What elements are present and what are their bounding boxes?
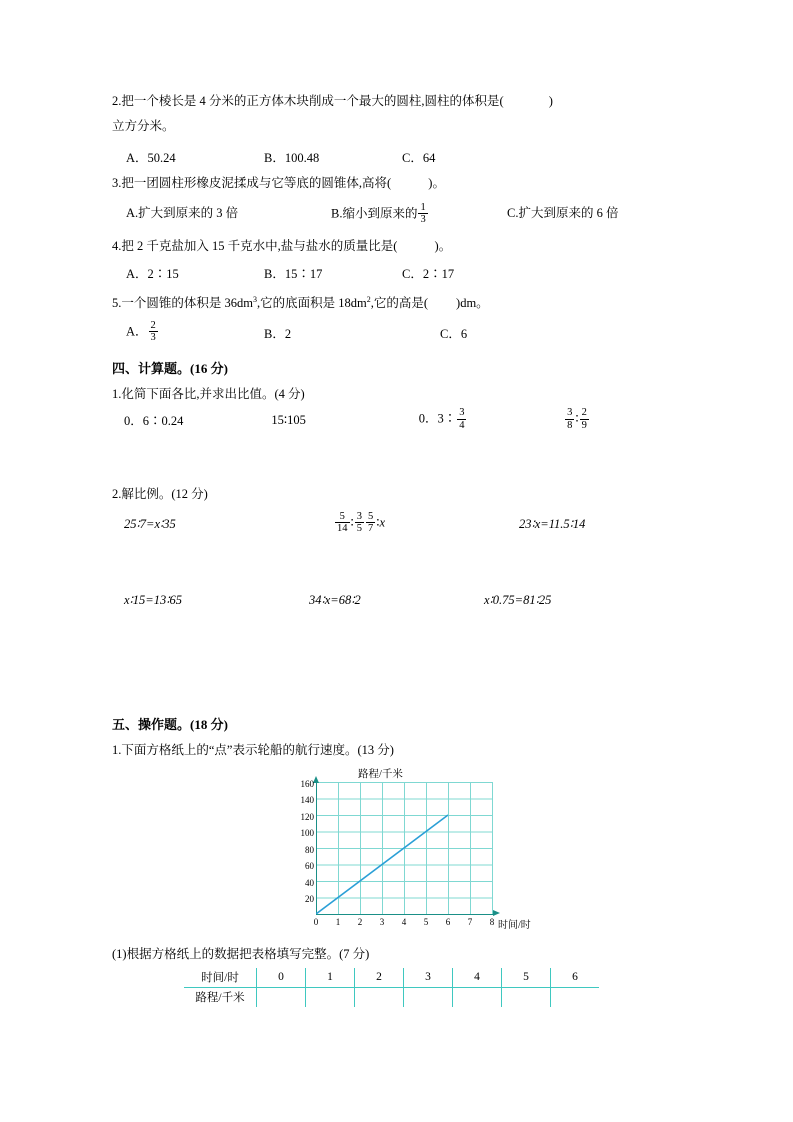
proportion-expr-2: $\frac{5}{14}$ ∶ $\frac{3}{5}$ $\frac{5}{7}$ ∶x (337, 511, 386, 535)
question-4-options (126, 264, 682, 282)
chart-xtick-2: 2 (357, 916, 363, 927)
section-5-sub-2: (1)根据方格纸上的数据把表格填写完整。(7 分) (112, 946, 370, 961)
chart-xtick-5: 5 (423, 916, 429, 927)
chart-ytick-80: 80 (305, 844, 314, 855)
question-5-option-b[interactable]: B．2 (264, 326, 292, 341)
page-content (112, 92, 682, 1007)
proportion-expr-5: 34∶x=68∶2 (309, 592, 361, 607)
calc-expr-3: 0．3∶ $\frac{3}{4}$ (418, 407, 465, 431)
calc-expr-1: 0．6∶0.24 (124, 414, 184, 429)
proportion-row-2 (124, 592, 682, 608)
question-2-options (126, 148, 682, 166)
proportion-row-1 (124, 512, 682, 536)
fraction-three-fifths: $\frac{3}{5}$ (356, 511, 363, 535)
chart-ytick-140: 140 (300, 795, 314, 806)
question-3-option-b[interactable] (331, 203, 507, 227)
fraction-one-third: $\frac{1}{3}$ (420, 202, 426, 226)
chart-xtick-1: 1 (335, 916, 341, 927)
table-cell-time-3[interactable]: 3 (404, 968, 453, 988)
table-cell-time-0[interactable]: 0 (257, 968, 306, 988)
question-4-option-b[interactable]: B．15∶17 (264, 266, 323, 281)
table-header-distance: 路程/千米 (184, 987, 257, 1007)
table-header-time: 时间/时 (184, 968, 257, 988)
table-cell-distance-0[interactable] (257, 987, 306, 1007)
fraction-five-sevenths: $\frac{5}{7}$ (368, 511, 374, 535)
table-row (184, 968, 599, 988)
chart-ytick-20: 20 (305, 894, 314, 905)
chart-ytick-60: 60 (305, 861, 314, 872)
speed-chart (112, 768, 682, 936)
question-2-option-c[interactable]: C．64 (402, 151, 436, 165)
question-4-option-a[interactable]: A．2∶15 (126, 266, 179, 281)
question-5 (112, 290, 682, 313)
question-5-unit-b: $dm^2$ (350, 294, 371, 310)
chart-xtick-0: 0 (313, 916, 319, 927)
question-4 (112, 237, 682, 256)
table-cell-time-5[interactable]: 5 (502, 968, 551, 988)
question-5-text-c: ,它的高是( (370, 295, 429, 310)
question-5-text-b: ,它的底面积是 18 (257, 295, 351, 310)
section-5-sub-1: 1.下面方格纸上的“点”表示轮船的航行速度。(13 分) (112, 742, 394, 757)
section-4-title: 四、计算题。(16 分) (112, 361, 228, 377)
chart-box (272, 768, 531, 936)
table-cell-distance-6[interactable] (551, 987, 600, 1007)
chart-series-line (316, 782, 492, 914)
table-cell-distance-3[interactable] (404, 987, 453, 1007)
question-5-text-d: )dm。 (456, 295, 489, 310)
question-3-option-a[interactable]: A.扩大到原来的 3 倍 (126, 206, 239, 220)
table-cell-distance-4[interactable] (453, 987, 502, 1007)
fraction-two-ninths: $\frac{2}{9}$ (581, 407, 587, 431)
question-3-text-a: 3.把一团圆柱形橡皮泥揉成与它等底的圆锥体,高将( (112, 176, 392, 190)
question-5-text-a: 5.一个圆锥的体积是 36 (112, 295, 238, 310)
table-cell-distance-1[interactable] (306, 987, 355, 1007)
table-cell-time-1[interactable]: 1 (306, 968, 355, 988)
question-4-text-b: )。 (434, 238, 452, 253)
chart-xtick-7: 7 (467, 916, 473, 927)
question-2-text-b: ) (548, 94, 553, 108)
question-3 (112, 174, 682, 193)
section-4-sub-1: 1.化简下面各比,并求出比值。(4 分) (112, 387, 305, 402)
table-cell-time-2[interactable]: 2 (355, 968, 404, 988)
fraction-five-fourteenths: $\frac{5}{14}$ (337, 511, 348, 535)
table-cell-time-4[interactable]: 4 (453, 968, 502, 988)
chart-x-axis-label: 时间/时 (498, 919, 531, 931)
table-row (184, 987, 599, 1007)
chart-title: 路程/千米 (358, 768, 403, 780)
question-3-option-b-text: B.缩小到原来的 (331, 206, 418, 221)
fraction-three-quarters: $\frac{3}{4}$ (459, 407, 465, 431)
chart-ytick-120: 120 (300, 811, 314, 822)
question-3-option-c[interactable]: C.扩大到原来的 6 倍 (507, 206, 619, 220)
question-4-option-c[interactable]: C．2∶17 (402, 266, 455, 281)
fraction-three-eighths: $\frac{3}{8}$ (567, 407, 573, 431)
question-4-text-a: 4.把 2 千克盐加入 15 千克水中,盐与盐水的质量比是( (112, 238, 398, 253)
data-table (184, 968, 599, 1007)
question-2-option-b[interactable]: B．100.48 (264, 151, 320, 165)
calc-expr-2: 15∶105 (271, 413, 306, 428)
chart-xtick-8: 8 (489, 916, 495, 927)
question-5-option-c[interactable]: C．6 (440, 326, 468, 341)
proportion-expr-3: 23∶x=11.5∶14 (519, 516, 586, 531)
proportion-expr-6: x∶0.75=81∶25 (484, 592, 552, 607)
question-5-unit-a: $dm^3$ (237, 294, 257, 310)
table-cell-distance-5[interactable] (502, 987, 551, 1007)
section-4-sub-2: 2.解比例。(12 分) (112, 487, 208, 502)
chart-ytick-160: 160 (300, 778, 314, 789)
question-5-option-a[interactable] (126, 321, 264, 345)
question-2-option-a[interactable]: A．50.24 (126, 151, 176, 165)
chart-xtick-6: 6 (445, 916, 451, 927)
table-cell-time-6[interactable]: 6 (551, 968, 600, 988)
question-5-option-a-label: A． (126, 324, 148, 339)
chart-xtick-3: 3 (379, 916, 385, 927)
fraction-two-thirds: $\frac{2}{3}$ (150, 319, 156, 344)
proportion-expr-4: x∶15=13∶65 (124, 592, 182, 607)
question-2-text-a: 2.把一个棱长是 4 分米的正方体木块削成一个最大的圆柱,圆柱的体积是( (112, 94, 504, 108)
calc-expr-4: $\frac{3}{8}$ ∶ $\frac{2}{9}$ (567, 407, 587, 431)
section-5-title: 五、操作题。(18 分) (112, 716, 228, 732)
calc-row-1 (124, 408, 682, 432)
question-2-text-c: 立方分米。 (112, 119, 175, 133)
chart-ytick-100: 100 (300, 828, 314, 839)
chart-ytick-40: 40 (305, 877, 314, 888)
question-2 (112, 92, 682, 111)
question-3-text-b: )。 (428, 176, 445, 190)
proportion-expr-1: 25∶7=x∶35 (124, 516, 176, 531)
question-3-options (126, 203, 682, 227)
chart-x-axis (316, 914, 494, 915)
table-cell-distance-2[interactable] (355, 987, 404, 1007)
question-5-options (126, 321, 682, 345)
chart-xtick-4: 4 (401, 916, 407, 927)
